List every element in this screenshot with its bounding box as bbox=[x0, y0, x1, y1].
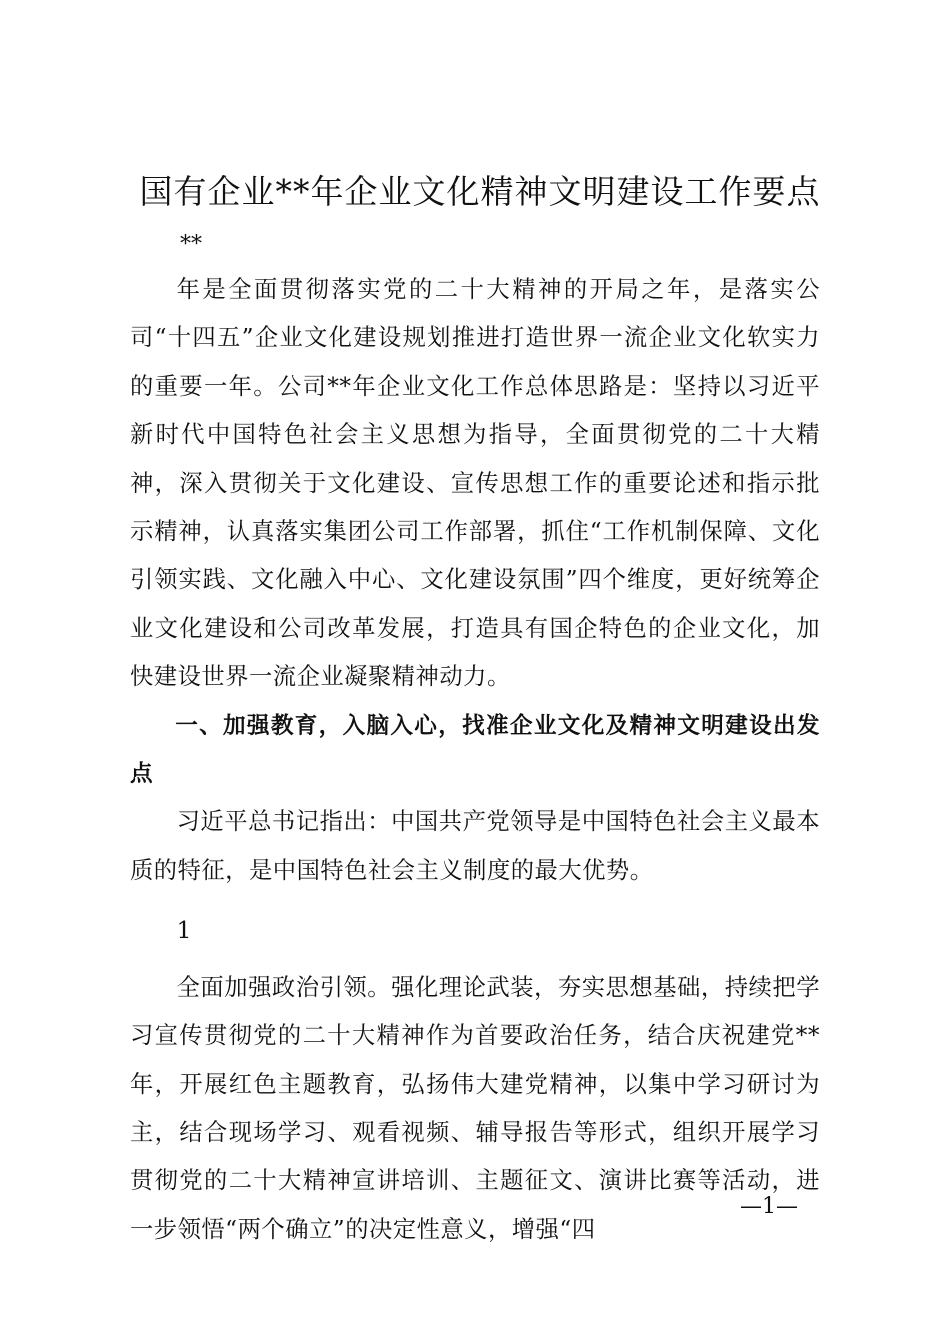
quote-paragraph: 习近平总书记指出：中国共产党领导是中国特色社会主义最本质的特征，是中国特色社会主义制度的最大优势。 bbox=[130, 808, 820, 884]
page-number: —1— bbox=[740, 1194, 798, 1219]
item-number: 1 bbox=[176, 917, 192, 945]
item-paragraph: 全面加强政治引领。强化理论武装，夯实思想基础，持续把学习宣传贯彻党的二十大精神作为首要政治任务，结合庆祝建党**年，开展红色主题教育，弘扬伟大建党精神，以集中学习研讨为主，结合现场学习、观看视频、辅导报告等形式，组织开展学习贯彻党的二十大精神宣讲培训、主题征文、演讲比赛等活动，进一步领悟“两个确立”的决定性意义，增强“四 bbox=[130, 973, 820, 1243]
section-heading: 一、加强教育，入脑入心，找准企业文化及精神文明建设出发点 bbox=[130, 712, 820, 788]
document-body bbox=[130, 266, 820, 1254]
document-title: 国有企业**年企业文化精神文明建设工作要点 bbox=[139, 172, 821, 211]
document-author: ** bbox=[180, 232, 202, 257]
intro-paragraph: 年是全面贯彻落实党的二十大精神的开局之年，是落实公司“十四五”企业文化建设规划推进打造世界一流企业文化软实力的重要一年。公司**年企业文化工作总体思路是：坚持以习近平新时代中国特色社会主义思想为指导，全面贯彻党的二十大精神，深入贯彻关于文化建设、宣传思想工作的重要论述和指示批示精神，认真落实集团公司工作部署，抓住“工作机制保障、文化引领实践、文化融入中心、文化建设氛围”四个维度，更好统筹企业文化建设和公司改革发展，打造具有国企特色的企业文化，加快建设世界一流企业凝聚精神动力。 bbox=[130, 276, 820, 691]
